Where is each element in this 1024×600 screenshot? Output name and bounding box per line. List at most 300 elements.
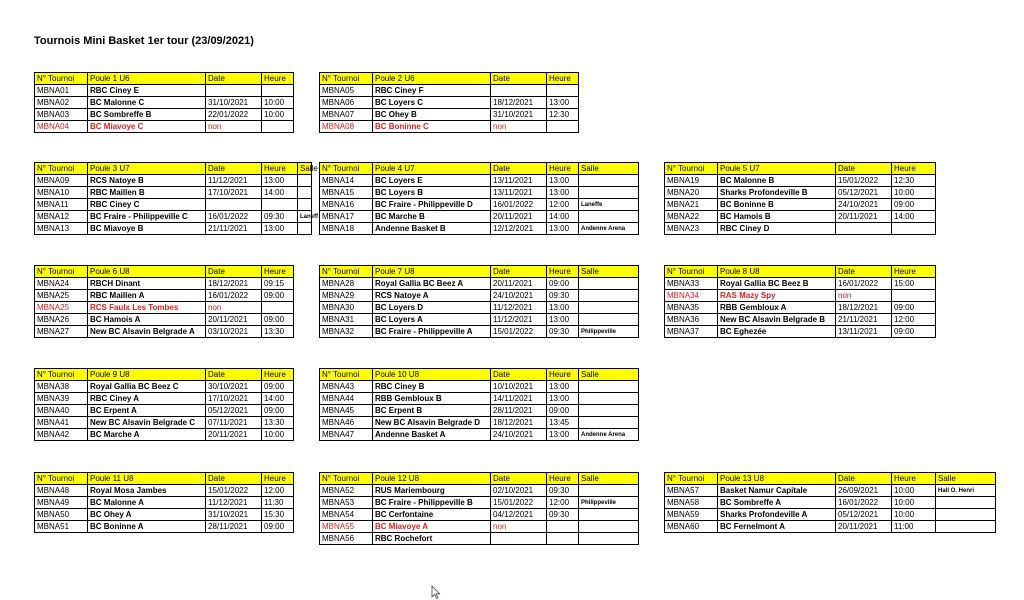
table-row xyxy=(35,521,294,533)
header-heure: Heure xyxy=(547,369,579,381)
team-name: Basket Namur Capitale xyxy=(718,485,836,497)
table-row xyxy=(35,417,294,429)
match-time xyxy=(262,302,294,314)
match-time: 15:00 xyxy=(892,278,936,290)
match-date: 20/11/2021 xyxy=(836,521,892,533)
match-time: 10:00 xyxy=(892,497,936,509)
match-time: 14:00 xyxy=(262,393,294,405)
header-poule: Poule 13 U8 xyxy=(718,473,836,485)
match-date: 24/10/2021 xyxy=(491,290,547,302)
header-date: Date xyxy=(836,163,892,175)
match-time: 13:00 xyxy=(547,97,579,109)
table-row xyxy=(665,290,936,302)
header-num: N° Tournoi xyxy=(35,73,88,85)
tournoi-number: MBNA22 xyxy=(665,211,718,223)
team-name: RBCH Dinant xyxy=(88,278,206,290)
match-date: 16/01/2022 xyxy=(491,199,547,211)
match-date: 15/01/2022 xyxy=(491,497,547,509)
match-venue: Hall O. Henri xyxy=(936,485,996,497)
match-time: 14:00 xyxy=(547,211,579,223)
match-date: 26/09/2021 xyxy=(836,485,892,497)
match-date: 18/12/2021 xyxy=(206,278,262,290)
match-date: 11/12/2021 xyxy=(206,175,262,187)
header-heure: Heure xyxy=(547,473,579,485)
match-venue xyxy=(298,223,312,235)
table-row xyxy=(320,278,639,290)
header-num: N° Tournoi xyxy=(665,163,718,175)
match-time: 09:00 xyxy=(262,521,294,533)
tournoi-number: MBNA18 xyxy=(320,223,373,235)
team-name: BC Marche B xyxy=(373,211,491,223)
tournoi-number: MBNA11 xyxy=(35,199,88,211)
team-name: RBC Rochefort xyxy=(373,533,491,545)
header-heure: Heure xyxy=(892,473,936,485)
match-time: 09:00 xyxy=(547,405,579,417)
tournoi-number: MBNA30 xyxy=(320,302,373,314)
match-date: 16/01/2022 xyxy=(206,290,262,302)
table-row xyxy=(320,509,639,521)
header-heure: Heure xyxy=(262,163,298,175)
table-header-row xyxy=(35,266,294,278)
match-venue xyxy=(579,533,639,545)
match-date xyxy=(836,223,892,235)
page-title: Tournois Mini Basket 1er tour (23/09/2021) xyxy=(34,35,254,47)
tournoi-number: MBNA33 xyxy=(665,278,718,290)
table-row xyxy=(665,187,936,199)
tournoi-number: MBNA45 xyxy=(320,405,373,417)
match-venue xyxy=(579,405,639,417)
team-name: RCS Faulx Les Tombes xyxy=(88,302,206,314)
match-date: non xyxy=(836,290,892,302)
header-poule: Poule 2 U6 xyxy=(373,73,491,85)
table-header-row xyxy=(665,473,996,485)
match-time xyxy=(262,85,294,97)
team-name: BC Erpent A xyxy=(88,405,206,417)
team-name: Royal Mosa Jambes xyxy=(88,485,206,497)
team-name: RUS Mariembourg xyxy=(373,485,491,497)
header-num: N° Tournoi xyxy=(35,369,88,381)
poule-table xyxy=(319,162,639,235)
match-date: 15/01/2022 xyxy=(836,175,892,187)
match-venue xyxy=(579,187,639,199)
table-header-row xyxy=(320,73,579,85)
match-venue xyxy=(579,175,639,187)
table-row xyxy=(320,302,639,314)
poule-table xyxy=(34,472,294,533)
header-poule: Poule 6 U8 xyxy=(88,266,206,278)
team-name: RBC Ciney A xyxy=(88,393,206,405)
match-date: 18/12/2021 xyxy=(491,97,547,109)
poule-table xyxy=(34,265,294,338)
tournoi-number: MBNA01 xyxy=(35,85,88,97)
table-row xyxy=(35,97,294,109)
match-time: 09:00 xyxy=(262,290,294,302)
team-name: BC Sombreffe B xyxy=(88,109,206,121)
tournoi-number: MBNA60 xyxy=(665,521,718,533)
header-poule: Poule 10 U8 xyxy=(373,369,491,381)
mouse-pointer-icon xyxy=(431,585,441,599)
tournoi-number: MBNA40 xyxy=(35,405,88,417)
match-date: 31/10/2021 xyxy=(206,509,262,521)
header-poule: Poule 5 U7 xyxy=(718,163,836,175)
match-time xyxy=(892,290,936,302)
match-time: 09:30 xyxy=(547,485,579,497)
tournoi-number: MBNA52 xyxy=(320,485,373,497)
tournoi-number: MBNA44 xyxy=(320,393,373,405)
table-row xyxy=(665,302,936,314)
table-row xyxy=(320,381,639,393)
team-name: BC Hamois B xyxy=(718,211,836,223)
header-salle: Salle xyxy=(298,163,312,175)
poule-table xyxy=(319,72,579,133)
table-row xyxy=(35,497,294,509)
match-date: 24/10/2021 xyxy=(836,199,892,211)
match-venue: Laneff xyxy=(298,211,312,223)
tournoi-number: MBNA57 xyxy=(665,485,718,497)
tournoi-number: MBNA23 xyxy=(665,223,718,235)
match-time: 13:00 xyxy=(547,175,579,187)
match-time: 09:00 xyxy=(892,199,936,211)
team-name: RCS Natoye B xyxy=(88,175,206,187)
header-heure: Heure xyxy=(892,163,936,175)
tournoi-number: MBNA29 xyxy=(320,290,373,302)
table-row xyxy=(35,326,294,338)
match-time: 11:30 xyxy=(262,497,294,509)
tournoi-number: MBNA09 xyxy=(35,175,88,187)
header-salle: Salle xyxy=(579,473,639,485)
table-row xyxy=(320,326,639,338)
table-header-row xyxy=(665,266,936,278)
poule-table xyxy=(664,265,936,338)
poule-table xyxy=(664,472,996,533)
table-row xyxy=(320,497,639,509)
header-date: Date xyxy=(836,473,892,485)
match-time: 09:00 xyxy=(262,381,294,393)
tournoi-number: MBNA26 xyxy=(35,314,88,326)
match-time: 10:00 xyxy=(892,485,936,497)
header-salle: Salle xyxy=(579,369,639,381)
table-row xyxy=(35,85,294,97)
match-time: 09:30 xyxy=(547,509,579,521)
match-date: 05/12/2021 xyxy=(836,187,892,199)
header-heure: Heure xyxy=(262,369,294,381)
match-venue: Philippeville xyxy=(579,497,639,509)
match-date: 21/11/2021 xyxy=(836,314,892,326)
table-row xyxy=(35,314,294,326)
header-num: N° Tournoi xyxy=(320,73,373,85)
team-name: BC Erpent B xyxy=(373,405,491,417)
table-row xyxy=(320,175,639,187)
team-name: BC Loyers B xyxy=(373,187,491,199)
match-venue xyxy=(579,485,639,497)
match-date: 13/11/2021 xyxy=(491,175,547,187)
tournoi-number: MBNA35 xyxy=(665,302,718,314)
table-header-row xyxy=(35,73,294,85)
table-row xyxy=(35,509,294,521)
table-row xyxy=(35,381,294,393)
table-row xyxy=(665,211,936,223)
match-date: 13/11/2021 xyxy=(491,187,547,199)
match-date: 15/01/2022 xyxy=(491,326,547,338)
table-header-row xyxy=(665,163,936,175)
match-time xyxy=(547,85,579,97)
team-name: BC Fraire - Philippeville D xyxy=(373,199,491,211)
match-date: 10/10/2021 xyxy=(491,381,547,393)
tournoi-number: MBNA43 xyxy=(320,381,373,393)
header-poule: Poule 12 U8 xyxy=(373,473,491,485)
team-name: BC Loyers E xyxy=(373,175,491,187)
tournoi-number: MBNA53 xyxy=(320,497,373,509)
match-time: 13:00 xyxy=(547,314,579,326)
table-row xyxy=(320,521,639,533)
match-time: 09:00 xyxy=(892,302,936,314)
match-date: 22/01/2022 xyxy=(206,109,262,121)
tournoi-number: MBNA24 xyxy=(35,278,88,290)
table-row xyxy=(665,314,936,326)
table-row xyxy=(35,121,294,133)
header-date: Date xyxy=(206,266,262,278)
header-num: N° Tournoi xyxy=(320,473,373,485)
match-venue xyxy=(579,314,639,326)
tournoi-number: MBNA21 xyxy=(665,199,718,211)
tournoi-number: MBNA25 xyxy=(35,290,88,302)
tournoi-number: MBNA58 xyxy=(665,497,718,509)
poule-table xyxy=(34,368,294,441)
match-venue xyxy=(298,187,312,199)
team-name: BC Ohey B xyxy=(373,109,491,121)
tournoi-number: MBNA10 xyxy=(35,187,88,199)
table-row xyxy=(35,211,312,223)
table-header-row xyxy=(320,369,639,381)
team-name: BC Marche A xyxy=(88,429,206,441)
tournoi-number: MBNA28 xyxy=(320,278,373,290)
tournoi-number: MBNA06 xyxy=(320,97,373,109)
table-row xyxy=(665,497,996,509)
match-date: 15/01/2022 xyxy=(206,485,262,497)
team-name: BC Fraire - Philippeville A xyxy=(373,326,491,338)
match-date: 28/11/2021 xyxy=(491,405,547,417)
table-header-row xyxy=(320,473,639,485)
table-row xyxy=(35,485,294,497)
tournoi-number: MBNA37 xyxy=(665,326,718,338)
match-time xyxy=(262,199,298,211)
match-time: 13:00 xyxy=(547,393,579,405)
match-time: 13:30 xyxy=(262,417,294,429)
match-time: 12:00 xyxy=(892,314,936,326)
match-venue xyxy=(579,393,639,405)
match-venue xyxy=(298,199,312,211)
tournoi-number: MBNA59 xyxy=(665,509,718,521)
team-name: RBB Gembloux A xyxy=(718,302,836,314)
match-time: 13:00 xyxy=(547,223,579,235)
header-poule: Poule 9 U8 xyxy=(88,369,206,381)
match-date: 17/10/2021 xyxy=(206,393,262,405)
table-row xyxy=(35,302,294,314)
tournoi-number: MBNA15 xyxy=(320,187,373,199)
match-date: 20/11/2021 xyxy=(206,429,262,441)
team-name: BC Malonne A xyxy=(88,497,206,509)
table-row xyxy=(320,121,579,133)
tournoi-number: MBNA19 xyxy=(665,175,718,187)
header-poule: Poule 1 U6 xyxy=(88,73,206,85)
match-time: 09:00 xyxy=(547,278,579,290)
team-name: New BC Alsavin Belgrade C xyxy=(88,417,206,429)
header-heure: Heure xyxy=(262,266,294,278)
table-row xyxy=(320,211,639,223)
table-row xyxy=(320,485,639,497)
match-date: 13/11/2021 xyxy=(836,326,892,338)
match-time: 09:00 xyxy=(262,314,294,326)
match-venue xyxy=(579,381,639,393)
header-poule: Poule 4 U7 xyxy=(373,163,491,175)
match-date: 16/01/2022 xyxy=(836,278,892,290)
match-time: 12:00 xyxy=(262,485,294,497)
match-time: 13:00 xyxy=(262,223,298,235)
tournoi-number: MBNA32 xyxy=(320,326,373,338)
team-name: Andenne Basket A xyxy=(373,429,491,441)
poule-table xyxy=(319,472,639,545)
team-name: Royal Gallia BC Beez A xyxy=(373,278,491,290)
match-time: 09:30 xyxy=(547,326,579,338)
team-name: BC Loyers C xyxy=(373,97,491,109)
team-name: BC Miavoye A xyxy=(373,521,491,533)
team-name: RCS Natoye A xyxy=(373,290,491,302)
team-name: RBC Maillen A xyxy=(88,290,206,302)
table-row xyxy=(320,290,639,302)
tournoi-number: MBNA25 xyxy=(35,302,88,314)
tournoi-number: MBNA54 xyxy=(320,509,373,521)
header-poule: Poule 7 U8 xyxy=(373,266,491,278)
team-name: BC Ohey A xyxy=(88,509,206,521)
header-date: Date xyxy=(491,473,547,485)
table-row xyxy=(320,109,579,121)
poule-table xyxy=(34,72,294,133)
tournoi-number: MBNA38 xyxy=(35,381,88,393)
header-date: Date xyxy=(206,163,262,175)
header-heure: Heure xyxy=(892,266,936,278)
match-time: 14:00 xyxy=(892,211,936,223)
table-row xyxy=(35,393,294,405)
table-header-row xyxy=(35,473,294,485)
table-row xyxy=(665,223,936,235)
match-date: 14/11/2021 xyxy=(491,393,547,405)
table-row xyxy=(35,405,294,417)
match-time: 09:00 xyxy=(892,326,936,338)
tournoi-number: MBNA50 xyxy=(35,509,88,521)
header-num: N° Tournoi xyxy=(35,163,88,175)
team-name: BC Sombreffe A xyxy=(718,497,836,509)
table-row xyxy=(320,393,639,405)
team-name: New BC Alsavin Belgrade D xyxy=(373,417,491,429)
match-date: 05/12/2021 xyxy=(206,405,262,417)
team-name: RBC Ciney F xyxy=(373,85,491,97)
match-date: 03/10/2021 xyxy=(206,326,262,338)
poule-table xyxy=(664,162,936,235)
header-heure: Heure xyxy=(547,73,579,85)
table-row xyxy=(665,278,936,290)
match-venue xyxy=(579,211,639,223)
table-row xyxy=(665,175,936,187)
match-venue xyxy=(579,521,639,533)
header-num: N° Tournoi xyxy=(35,473,88,485)
team-name: BC Boninne B xyxy=(718,199,836,211)
match-date: 18/12/2021 xyxy=(491,417,547,429)
match-date: 31/10/2021 xyxy=(206,97,262,109)
header-salle: Salle xyxy=(936,473,996,485)
tournoi-number: MBNA31 xyxy=(320,314,373,326)
table-row xyxy=(320,199,639,211)
header-num: N° Tournoi xyxy=(665,266,718,278)
match-time: 09:30 xyxy=(262,211,298,223)
match-venue xyxy=(579,278,639,290)
match-date xyxy=(491,85,547,97)
table-row xyxy=(320,533,639,545)
header-poule: Poule 3 U7 xyxy=(88,163,206,175)
table-header-row xyxy=(320,163,639,175)
table-header-row xyxy=(35,163,312,175)
match-time: 10:00 xyxy=(892,509,936,521)
match-time: 12:30 xyxy=(547,109,579,121)
match-date: 04/12/2021 xyxy=(491,509,547,521)
table-row xyxy=(320,223,639,235)
header-date: Date xyxy=(206,473,262,485)
tournoi-number: MBNA12 xyxy=(35,211,88,223)
poule-table xyxy=(319,368,639,441)
header-num: N° Tournoi xyxy=(665,473,718,485)
match-time: 13:00 xyxy=(547,302,579,314)
match-date: 20/11/2021 xyxy=(491,278,547,290)
match-date: 28/11/2021 xyxy=(206,521,262,533)
team-name: BC Hamois A xyxy=(88,314,206,326)
table-row xyxy=(665,521,996,533)
table-row xyxy=(665,199,936,211)
table-row xyxy=(35,175,312,187)
header-heure: Heure xyxy=(547,266,579,278)
header-salle: Salle xyxy=(579,163,639,175)
match-date: 16/01/2022 xyxy=(836,497,892,509)
team-name: RBB Gembloux B xyxy=(373,393,491,405)
table-row xyxy=(35,109,294,121)
table-row xyxy=(35,290,294,302)
tournoi-number: MBNA13 xyxy=(35,223,88,235)
tournoi-number: MBNA49 xyxy=(35,497,88,509)
match-time: 10:00 xyxy=(262,109,294,121)
match-time: 12:30 xyxy=(892,175,936,187)
team-name: RBC Ciney D xyxy=(718,223,836,235)
table-header-row xyxy=(35,369,294,381)
tournoi-number: MBNA05 xyxy=(320,85,373,97)
match-venue: Laneffe xyxy=(579,199,639,211)
table-row xyxy=(35,187,312,199)
match-date xyxy=(206,85,262,97)
team-name: BC Cerfontaine xyxy=(373,509,491,521)
match-time: 13:00 xyxy=(262,175,298,187)
match-venue: Andenne Arena xyxy=(579,429,639,441)
match-date: 20/11/2021 xyxy=(836,211,892,223)
team-name: BC Malonne B xyxy=(718,175,836,187)
tournoi-number: MBNA47 xyxy=(320,429,373,441)
tournoi-number: MBNA27 xyxy=(35,326,88,338)
match-time: 10:00 xyxy=(262,429,294,441)
match-date: non xyxy=(206,302,262,314)
tournoi-number: MBNA39 xyxy=(35,393,88,405)
team-name: BC Miavoye B xyxy=(88,223,206,235)
match-time: 10:00 xyxy=(892,187,936,199)
tournoi-number: MBNA17 xyxy=(320,211,373,223)
team-name: BC Eghezée xyxy=(718,326,836,338)
match-date: 21/11/2021 xyxy=(206,223,262,235)
match-date: 05/12/2021 xyxy=(836,509,892,521)
